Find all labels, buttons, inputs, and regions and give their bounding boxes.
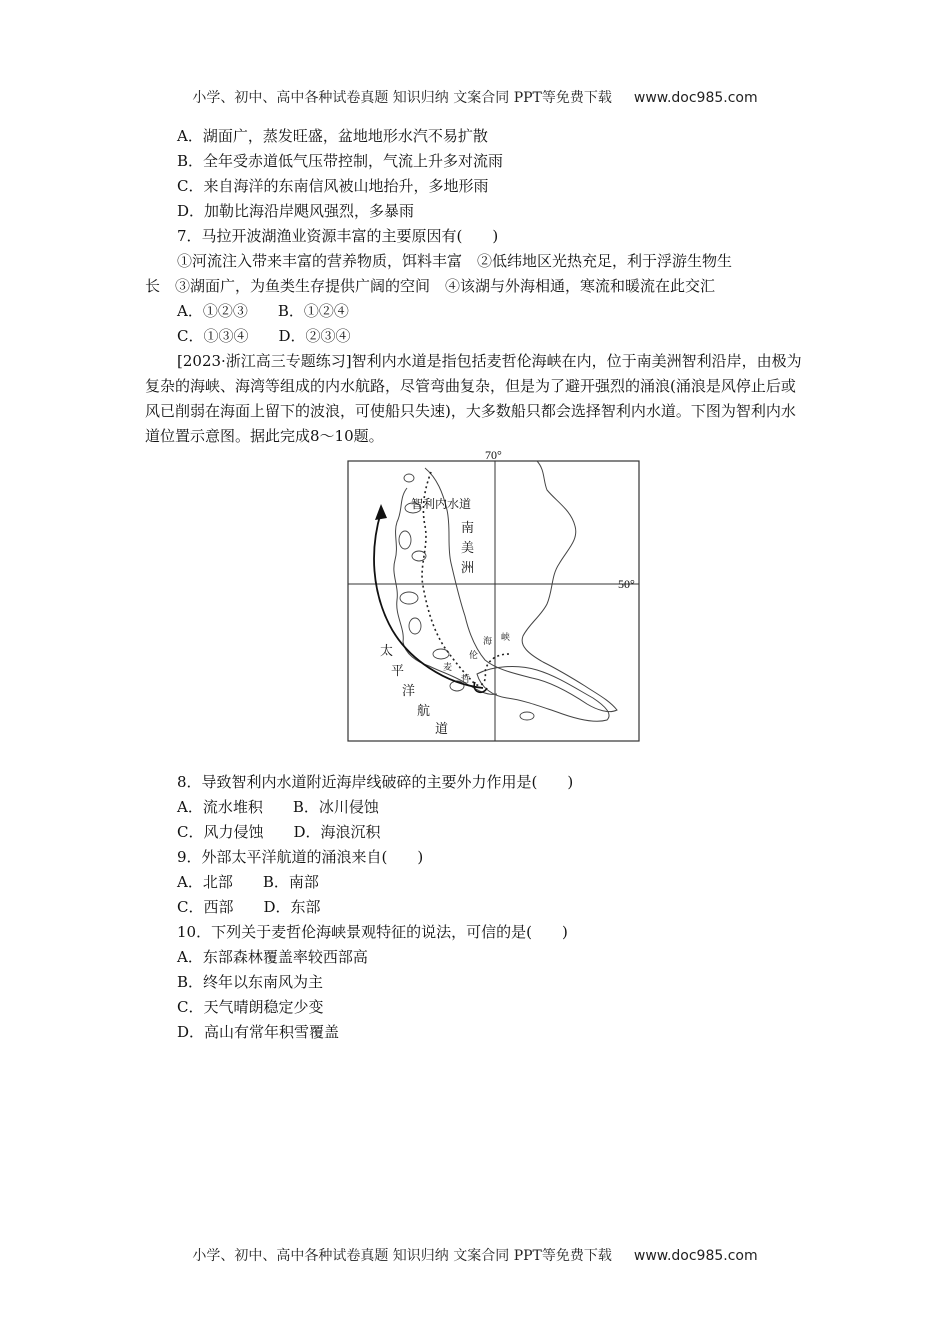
q7-option-a: A．①②③ <box>177 302 248 320</box>
page-header <box>0 87 950 107</box>
map-pacific-label-1: 太 <box>380 644 394 659</box>
q9-option-a: A．北部 <box>177 873 233 891</box>
q8-options-row2 <box>145 820 810 845</box>
map-strait-label-3: 伦 <box>469 651 479 661</box>
q7-statement-line1: ①河流注入带来丰富的营养物质，饵料丰富 ②低纬地区光热充足，利于浮游生物生 <box>177 252 733 270</box>
map-continent-label-3: 洲 <box>461 561 475 576</box>
map-strait-label-5: 峡 <box>501 633 511 643</box>
footer-text: 小学、初中、高中各种试卷真题 知识归纳 文案合同 PPT等免费下载 <box>192 1248 612 1264</box>
q8-option-d: D．海浪沉积 <box>293 823 381 841</box>
footer-site[interactable]: www.doc985.com <box>633 1248 758 1264</box>
map-continent-label-1: 南 <box>461 521 475 536</box>
q8-option-c: C．风力侵蚀 <box>177 823 264 841</box>
map-lat-label: 50° <box>618 577 635 591</box>
q10-option-c: C．天气晴朗稳定少变 <box>177 998 324 1016</box>
q8-option-b: B．冰川侵蚀 <box>292 798 379 816</box>
map-pacific-label-5: 道 <box>435 722 449 737</box>
content-bottom <box>145 770 810 1045</box>
q6-option-a: A．湖面广，蒸发旺盛，盆地地形水汽不易扩散 <box>177 127 488 145</box>
map-strait-label-4: 海 <box>483 637 493 647</box>
q10-option-d: D．高山有常年积雪覆盖 <box>177 1023 340 1041</box>
content-top <box>145 124 810 449</box>
q7-option-d: D．②③④ <box>278 327 351 345</box>
q9-options-row2 <box>145 895 810 920</box>
map-pacific-label-2: 平 <box>391 664 405 679</box>
q8-option-a: A．流水堆积 <box>177 798 263 816</box>
q9-options-row1 <box>145 870 810 895</box>
q10-stem: 10．下列关于麦哲伦海峡景观特征的说法，可信的是( ) <box>177 923 568 941</box>
q7-options-row1 <box>145 299 810 324</box>
chile-channel-map <box>347 448 641 744</box>
q6-option-c: C．来自海洋的东南信风被山地抬升，多地形雨 <box>177 177 489 195</box>
header-text: 小学、初中、高中各种试卷真题 知识归纳 文案合同 PPT等免费下载 <box>192 90 612 106</box>
q8-options-row1 <box>145 795 810 820</box>
q9-stem: 9．外部太平洋航道的涌浪来自( ) <box>177 848 424 866</box>
q10-option-b: B．终年以东南风为主 <box>177 973 324 991</box>
q6-option-b: B．全年受赤道低气压带控制，气流上升多对流雨 <box>177 152 504 170</box>
map-strait-label-2: 哲 <box>461 675 471 685</box>
q8-stem: 8．导致智利内水道附近海岸线破碎的主要外力作用是( ) <box>177 773 574 791</box>
map-lon-label: 70° <box>485 448 502 462</box>
q7-stem: 7．马拉开波湖渔业资源丰富的主要原因有( ) <box>177 227 499 245</box>
q7-option-c: C．①③④ <box>177 327 249 345</box>
page-footer <box>0 1245 950 1265</box>
q10-option-a: A．东部森林覆盖率较西部高 <box>177 948 368 966</box>
q6-option-d: D．加勒比海沿岸飓风强烈，多暴雨 <box>177 202 415 220</box>
q7-statement-line2: 长 ③湖面广，为鱼类生存提供广阔的空间 ④该湖与外海相通，寒流和暖流在此交汇 <box>145 277 716 295</box>
map-channel-label: 智利内水道 <box>411 497 472 511</box>
q7-option-b: B．①②④ <box>277 302 349 320</box>
map-strait-label-1: 麦 <box>443 663 453 673</box>
passage: [2023·浙江高三专题练习]智利内水道是指包括麦哲伦海峡在内，位于南美洲智利沿岸，由极为复杂的海峡、海湾等组成的内水航路，尽管弯曲复杂，但是为了避开强烈的涌浪(涌浪是风停止后或风已削弱在海面上留下的波浪，可使船只失速)，大多数船只都会选择智利内水道。下图为智利内水道位置示意图。据此完成8～10题。 <box>145 352 802 445</box>
map-pacific-label-3: 洋 <box>402 684 416 699</box>
map-continent-label-2: 美 <box>461 541 475 556</box>
map-svg <box>347 448 641 744</box>
q7-options-row2 <box>145 324 810 349</box>
map-pacific-label-4: 航 <box>417 704 431 719</box>
q9-option-b: B．南部 <box>262 873 319 891</box>
q9-option-c: C．西部 <box>177 898 234 916</box>
q9-option-d: D．东部 <box>263 898 321 916</box>
header-site[interactable]: www.doc985.com <box>633 90 758 106</box>
